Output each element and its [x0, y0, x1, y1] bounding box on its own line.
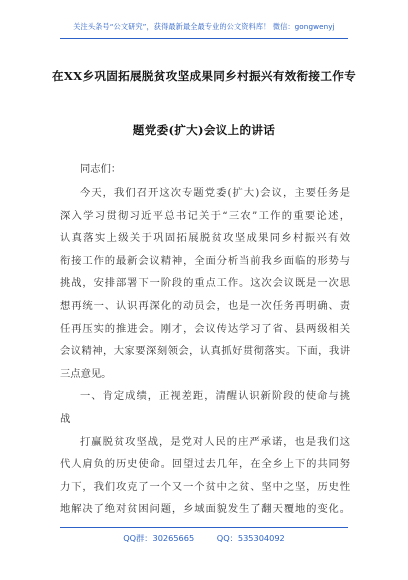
section-heading-line: 战 [60, 412, 71, 425]
paragraph-line: 认真落实上级关于巩固拓展脱贫攻坚成果同乡村振兴有效 [60, 232, 350, 245]
paragraph-line: 任再压实的推进会。刚才，会议传达学习了省、县两级相关 [60, 322, 350, 335]
paragraph-line: 今天，我们召开这次专题党委(扩大)会议，主要任务是 [80, 187, 350, 199]
paragraph-line: 衔接工作的最新会议精神，全面分析当前我乡面临的形势与 [60, 254, 350, 267]
footer [0, 533, 408, 544]
footer-divider [60, 527, 348, 528]
paragraph-line: 代人肩负的历史使命。回望过去几年，在全乡上下的共同努 [60, 458, 350, 471]
footer-qq-group: QQ群：30265665 [123, 533, 195, 543]
paragraph-line: 地解决了绝对贫困问题，乡域面貌发生了翻天覆地的变化。 [60, 503, 350, 516]
document-body [60, 182, 350, 521]
header-divider [60, 38, 348, 39]
header-banner: 关注头条号“公文研究”，获得最新最全最专业的公文资料库！ 微信：gongwenyj [73, 22, 335, 31]
section-heading-line: 一、肯定成绩，正视差距，清醒认识新阶段的使命与挑 [80, 390, 350, 403]
paragraph-line: 深入学习贯彻习近平总书记关于“三农”工作的重要论述， [60, 209, 350, 222]
paragraph-line: 会议精神，大家要深刻领会，认真抓好贯彻落实。下面，我讲 [60, 345, 350, 358]
paragraph-line: 打赢脱贫攻坚战，是党对人民的庄严承诺，也是我们这 [80, 435, 350, 448]
paragraph-line: 力下，我们攻克了一个又一个贫中之贫、坚中之坚，历史性 [60, 480, 350, 493]
footer-qq: QQ：535304092 [216, 533, 285, 543]
greeting: 同志们： [80, 163, 122, 175]
paragraph-line: 挑战，安排部署下一阶段的重点工作。这次会议既是一次思 [60, 277, 350, 290]
paragraph-line: 三点意见。 [60, 367, 112, 380]
paragraph-line: 想再统一、认识再深化的动员会，也是一次任务再明确、责 [60, 299, 350, 312]
document-title-line-1: 在XX乡巩固拓展脱贫攻坚成果同乡村振兴有效衔接工作专 [51, 69, 357, 83]
document-title-line-2: 题党委(扩大)会议上的讲话 [132, 123, 276, 137]
